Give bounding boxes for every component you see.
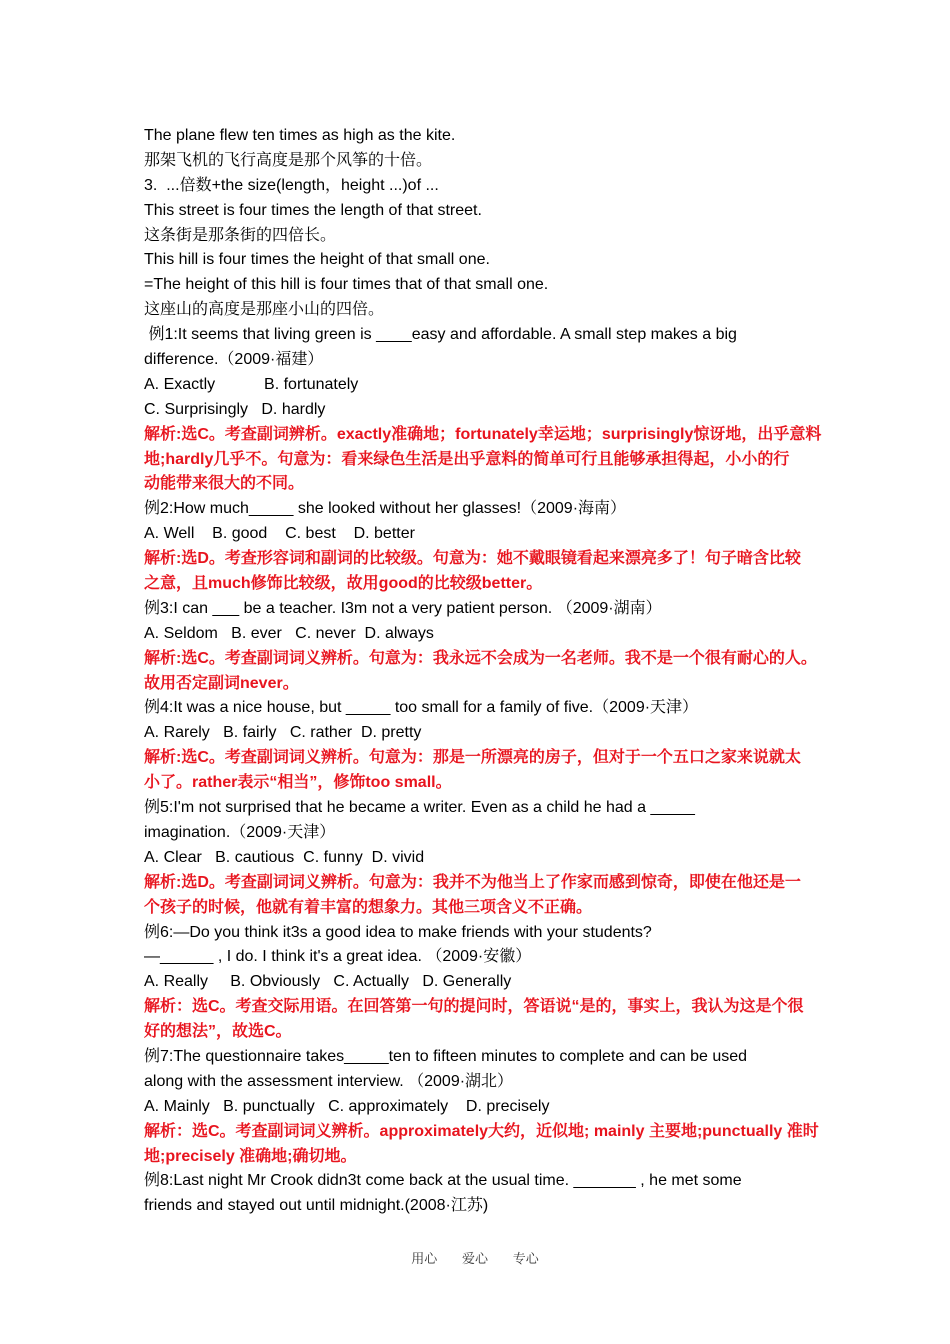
text-line: 这座山的高度是那座小山的四倍。 — [144, 301, 385, 319]
answer-explanation-line: 好的想法”，故选C。 — [144, 1023, 292, 1041]
answer-explanation-line: 解析:选C。考查副词词义辨析。句意为：我永远不会成为一名老师。我不是一个很有耐心的人。 — [144, 649, 817, 667]
text-line: 这条街是那条街的四倍长。 — [144, 226, 337, 244]
text-line: 例3:I can ___ be a teacher. I3m not a very patient person. （2009·湖南） — [144, 599, 662, 617]
text-line: along with the assessment interview. （2009·湖北） — [144, 1072, 514, 1090]
text-line: The plane flew ten times as high as the kite. — [144, 127, 456, 144]
text-line: —______ , I do. I think it's a great idea. （2009·安徽） — [144, 948, 532, 966]
answer-explanation-line: 之意，且much修饰比较级，故用good的比较级better。 — [144, 575, 543, 593]
text-line: C. Surprisingly D. hardly — [144, 400, 326, 418]
answer-explanation-line: 解析:选C。考查副词词义辨析。句意为：那是一所漂亮的房子，但对于一个五口之家来说就太 — [144, 749, 801, 767]
text-line: 例1:It seems that living green is ____easy and affordable. A small step makes a big — [144, 326, 737, 344]
text-line: 例6:—Do you think it3s a good idea to make friends with your students? — [144, 923, 652, 941]
answer-explanation-line: 地;precisely 准确地;确切地。 — [144, 1147, 357, 1165]
text-line: A. Really B. Obviously C. Actually D. Generally — [144, 973, 512, 991]
text-line: 例4:It was a nice house, but _____ too small for a family of five.（2009·天津） — [144, 699, 699, 717]
answer-explanation-line: 地;hardly几乎不。句意为：看来绿色生活是出乎意料的简单可行且能够承担得起，小小的行 — [144, 450, 790, 468]
text-line: This hill is four times the height of that small one. — [144, 251, 490, 269]
text-line: A. Mainly B. punctually C. approximately D. precisely — [144, 1097, 550, 1115]
text-line: A. Exactly B. fortunately — [144, 375, 359, 393]
text-line: 3. ...倍数+the size(length，height ...)of ... — [144, 176, 439, 194]
text-line: A. Well B. good C. best D. better — [144, 525, 415, 543]
document-body — [144, 124, 824, 1219]
page-footer: 用心 爱心 专心 — [411, 1252, 539, 1267]
text-line: =The height of this hill is four times that of that small one. — [144, 276, 549, 294]
answer-explanation-line: 解析：选C。考查交际用语。在回答第一句的提问时，答语说“是的，事实上，我认为这是个很 — [144, 998, 804, 1016]
answer-explanation-line: 小了。rather表示“相当”，修饰too small。 — [144, 774, 452, 792]
answer-explanation-line: 解析:选D。考查形容词和副词的比较级。句意为：她不戴眼镜看起来漂亮多了！句子暗含比较 — [144, 550, 801, 568]
answer-explanation-line: 解析：选C。考查副词词义辨析。approximately大约，近似地; mainly 主要地;punctually 准时 — [144, 1122, 819, 1140]
text-line: A. Rarely B. fairly C. rather D. pretty — [144, 724, 422, 742]
answer-explanation-line: 故用否定副词never。 — [144, 674, 299, 692]
text-line: 例2:How much_____ she looked without her glasses!（2009·海南） — [144, 500, 627, 518]
answer-explanation-line: 解析:选D。考查副词词义辨析。句意为：我并不为他当上了作家而感到惊奇，即使在他还是一 — [144, 873, 801, 891]
answer-explanation-line: 解析:选C。考查副词辨析。exactly准确地；fortunately幸运地；surprisingly惊讶地，出乎意料 — [144, 425, 822, 443]
text-line: difference.（2009·福建） — [144, 351, 324, 369]
answer-explanation-line: 动能带来很大的不同。 — [144, 475, 305, 493]
text-line: friends and stayed out until midnight.(2008·江苏) — [144, 1197, 489, 1215]
text-line: 例7:The questionnaire takes_____ten to fifteen minutes to complete and can be used — [144, 1047, 748, 1065]
text-line: 那架飞机的飞行高度是那个风筝的十倍。 — [144, 151, 433, 169]
text-line: imagination.（2009·天津） — [144, 823, 336, 841]
answer-explanation-line: 个孩子的时候，他就有着丰富的想象力。其他三项含义不正确。 — [144, 898, 593, 916]
text-line: A. Clear B. cautious C. funny D. vivid — [144, 848, 425, 866]
text-line: A. Seldom B. ever C. never D. always — [144, 624, 434, 642]
text-line: 例8:Last night Mr Crook didn3t come back at the usual time. _______ , he met some — [144, 1172, 742, 1190]
text-line: This street is four times the length of that street. — [144, 201, 482, 219]
text-line: 例5:I'm not surprised that he became a writer. Even as a child he had a _____ — [144, 799, 695, 817]
